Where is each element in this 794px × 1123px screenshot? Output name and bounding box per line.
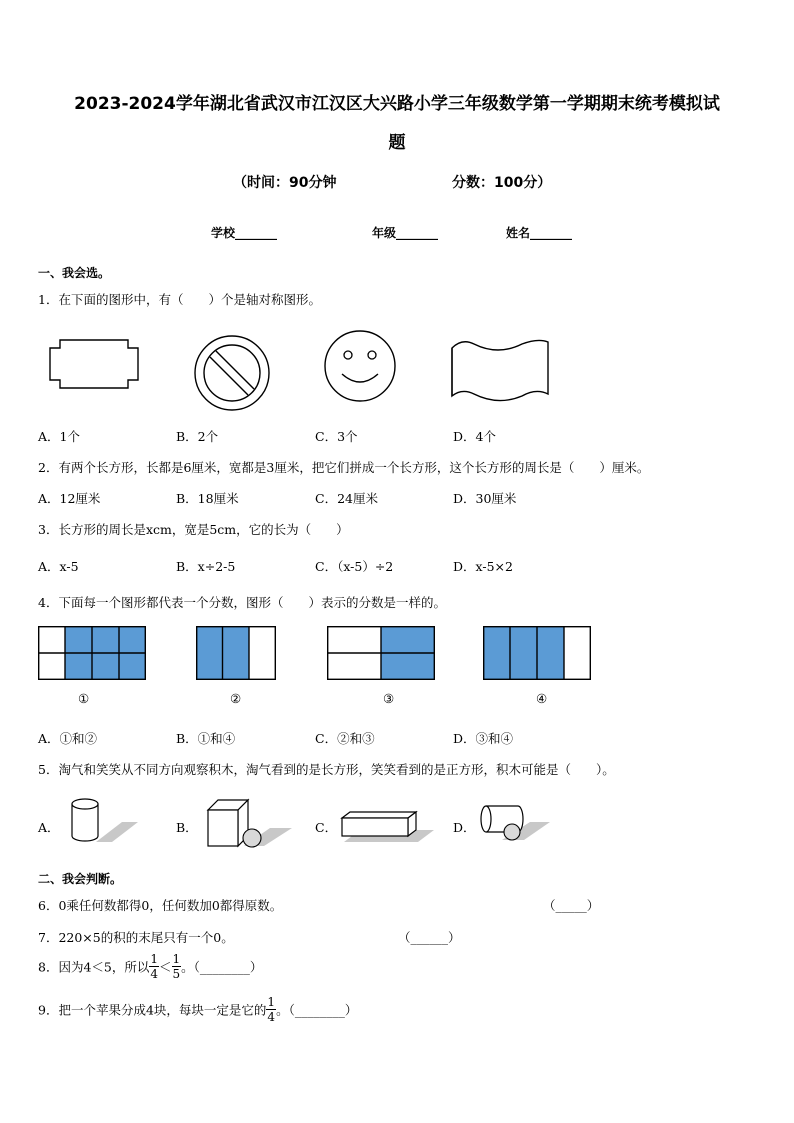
question-7-text: 7．220×5的积的末尾只有一个0。 — [38, 930, 234, 945]
q4-option-d[interactable]: D．③和④ — [453, 731, 514, 746]
question-8 — [38, 953, 262, 980]
q6-answer-blank[interactable]: （_____） — [543, 898, 600, 913]
q4-figure-label-3: ③ — [383, 691, 395, 706]
q8-fraction-1-numerator: 1 — [150, 952, 158, 966]
q4-option-c[interactable]: C．②和③ — [315, 731, 375, 746]
q8-fraction-2-numerator: 1 — [172, 952, 181, 966]
q5-cuboid-image — [340, 808, 436, 842]
q1-shape-no-sign — [192, 333, 272, 413]
question-6-text: 6．0乘任何数都得0，任何数加0都得原数。 — [38, 898, 283, 913]
question-2-text: 2．有两个长方形，长都是6厘米，宽都是3厘米，把它们拼成一个长方形，这个长方形的周长是（ ）厘米。 — [38, 460, 650, 475]
question-1-text: 1．在下面的图形中，有（ ）个是轴对称图形。 — [38, 292, 321, 307]
q1-option-a[interactable]: A．1个 — [38, 429, 80, 444]
q8-prefix: 8．因为4＜5，所以 — [38, 959, 150, 975]
question-5-text: 5．淘气和笑笑从不同方向观察积木，淘气看到的是长方形，笑笑看到的是正方形，积木可能是（ ）。 — [38, 762, 615, 777]
q5-option-c[interactable]: C． — [315, 820, 338, 835]
q7-answer-blank[interactable]: （______） — [398, 930, 461, 945]
q8-fraction-2 — [172, 953, 182, 980]
q5-option-d[interactable]: D． — [453, 820, 476, 835]
q9-fraction — [266, 996, 276, 1023]
q1-option-c[interactable]: C．3个 — [315, 429, 358, 444]
q4-figure-4 — [483, 626, 591, 680]
page-title-line1: 2023-2024学年湖北省武汉市江汉区大兴路小学三年级数学第一学期期末统考模拟试 — [74, 94, 720, 114]
q4-figure-label-1: ① — [78, 691, 90, 706]
page-title-line2: 题 — [388, 133, 406, 153]
q9-prefix: 9．把一个苹果分成4块，每块一定是它的 — [38, 1002, 267, 1018]
school-field: 学校_______ — [211, 226, 278, 240]
q9-fraction-numerator: 1 — [267, 995, 276, 1009]
q9-fraction-denominator: 4 — [267, 1010, 276, 1024]
q8-fraction-1-denominator: 4 — [150, 967, 158, 981]
q5-option-b[interactable]: B． — [176, 820, 198, 835]
q4-figure-label-4: ④ — [536, 691, 548, 706]
q3-option-a[interactable]: A．x-5 — [38, 559, 79, 574]
q2-option-d[interactable]: D．30厘米 — [453, 491, 517, 506]
q8-fraction-2-denominator: 5 — [172, 967, 181, 981]
q3-option-c[interactable]: C．（x-5）÷2 — [315, 559, 394, 574]
name-field: 姓名_______ — [506, 226, 573, 240]
q3-option-b[interactable]: B．x÷2-5 — [176, 559, 236, 574]
q5-lying-cylinder-ball-image — [478, 802, 552, 842]
q4-option-b[interactable]: B．①和④ — [176, 731, 236, 746]
question-9 — [38, 996, 357, 1023]
q9-answer-blank[interactable]: 。（________） — [276, 1002, 358, 1018]
q1-shape-notched-rectangle — [48, 336, 140, 392]
q2-option-a[interactable]: A．12厘米 — [38, 491, 101, 506]
q2-option-c[interactable]: C．24厘米 — [315, 491, 378, 506]
q4-option-a[interactable]: A．①和② — [38, 731, 98, 746]
q1-option-b[interactable]: B．2个 — [176, 429, 219, 444]
question-3-text: 3．长方形的周长是xcm，宽是5cm，它的长为（ ） — [38, 522, 349, 537]
exam-score: 分数：100分） — [452, 175, 552, 191]
q4-figure-3 — [327, 626, 435, 680]
q4-figure-2 — [196, 626, 276, 680]
section-2-title: 二、我会判断。 — [38, 872, 123, 886]
q1-option-d[interactable]: D．4个 — [453, 429, 496, 444]
q5-cylinder-image — [66, 796, 138, 848]
q5-cube-ball-image — [204, 798, 292, 850]
q4-figure-label-2: ② — [230, 691, 242, 706]
q8-fraction-1 — [149, 953, 159, 980]
q8-answer-blank[interactable]: 。（________） — [181, 959, 263, 975]
q8-operator: ＜ — [159, 959, 172, 975]
exam-time: （时间：90分钟 — [233, 175, 337, 191]
q2-option-b[interactable]: B．18厘米 — [176, 491, 239, 506]
q1-shape-smiley-face — [322, 328, 398, 404]
section-1-title: 一、我会选。 — [38, 266, 111, 280]
question-4-text: 4．下面每一个图形都代表一个分数，图形（ ）表示的分数是一样的。 — [38, 595, 446, 610]
grade-field: 年级_______ — [372, 226, 439, 240]
q5-option-a[interactable]: A． — [38, 820, 60, 835]
q4-figure-1 — [38, 626, 146, 680]
q3-option-d[interactable]: D．x-5×2 — [453, 559, 513, 574]
q1-shape-flag — [448, 338, 552, 400]
